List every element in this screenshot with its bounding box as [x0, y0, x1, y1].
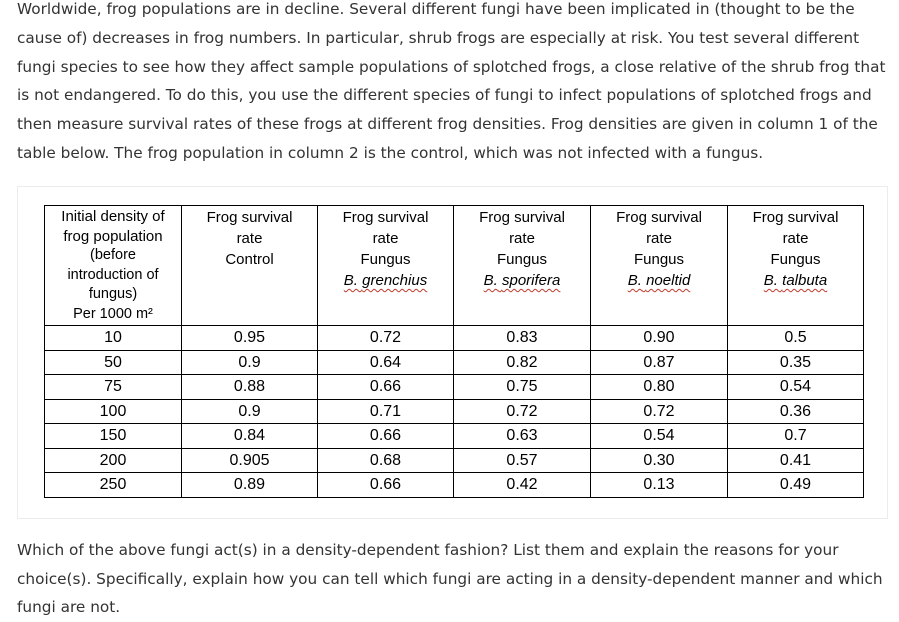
question-paragraph: Which of the above fungi act(s) in a density-dependent fashion? List them and explain the reasons for your choice(s). Specifically, explain how you can tell which fungi are acting in a density-dependent manner and which fungi are not. [17, 541, 883, 616]
table-cell: 75 [45, 375, 182, 400]
table-row [45, 399, 864, 424]
table-cell: 0.83 [454, 326, 591, 351]
table-cell: 250 [45, 473, 182, 498]
species-name: B. sporifera [483, 272, 561, 289]
table-cell: 100 [45, 399, 182, 424]
table-cell: 0.9 [182, 350, 318, 375]
table-cell: 150 [45, 424, 182, 449]
table-panel [17, 186, 888, 519]
header-fungus-talbuta: Frog survival rate Fungus B. talbuta [728, 206, 864, 326]
table-row [45, 375, 864, 400]
table-cell: 0.30 [591, 448, 728, 473]
table-cell: 0.54 [591, 424, 728, 449]
table-cell: 0.64 [318, 350, 454, 375]
table-cell: 0.72 [318, 326, 454, 351]
table-cell: 0.5 [728, 326, 864, 351]
table-cell: 0.84 [182, 424, 318, 449]
table-cell: 0.9 [182, 399, 318, 424]
header-initial-density: Initial density of frog population (before introduction of fungus) Per 1000 m² [45, 206, 182, 326]
table-cell: 0.88 [182, 375, 318, 400]
table-cell: 0.49 [728, 473, 864, 498]
table-cell: 10 [45, 326, 182, 351]
header-fungus-noeltid: Frog survival rate Fungus B. noeltid [591, 206, 728, 326]
table-header-row [45, 206, 864, 326]
table-cell: 0.7 [728, 424, 864, 449]
table-cell: 0.71 [318, 399, 454, 424]
header-fungus-sporifera: Frog survival rate Fungus B. sporifera [454, 206, 591, 326]
table-cell: 0.41 [728, 448, 864, 473]
table-cell: 0.87 [591, 350, 728, 375]
table-cell: 0.89 [182, 473, 318, 498]
table-cell: 0.95 [182, 326, 318, 351]
table-cell: 0.36 [728, 399, 864, 424]
table-cell: 0.905 [182, 448, 318, 473]
table-cell: 0.90 [591, 326, 728, 351]
species-name: B. noeltid [627, 272, 691, 289]
frog-survival-table [44, 205, 864, 498]
intro-paragraph: Worldwide, frog populations are in decline. Several different fungi have been implicated in (thought to be the cause of) decreases in frog numbers. In particular, shrub frogs are especially at risk. You test several different fungi species to see how they affect sample populations of splotched frogs, a close relative of the shrub frog that is not endangered. To do this, you use the different species of fungi to infect populations of splotched frogs and then measure survival rates of these frogs at different frog densities. Frog densities are given in column 1 of the table below. The frog population in column 2 is the control, which was not infected with a fungus. [17, 0, 886, 162]
table-cell: 0.72 [591, 399, 728, 424]
table-cell: 0.80 [591, 375, 728, 400]
table-cell: 0.54 [728, 375, 864, 400]
table-cell: 0.68 [318, 448, 454, 473]
table-row [45, 473, 864, 498]
table-cell: 0.66 [318, 473, 454, 498]
species-name: B. grenchius [343, 272, 428, 289]
table-cell: 0.35 [728, 350, 864, 375]
table-cell: 0.13 [591, 473, 728, 498]
header-fungus-grenchius: Frog survival rate Fungus B. grenchius [318, 206, 454, 326]
table-cell: 0.57 [454, 448, 591, 473]
table-cell: 0.66 [318, 424, 454, 449]
table-cell: 0.63 [454, 424, 591, 449]
table-cell: 0.66 [318, 375, 454, 400]
header-control: Frog survival rate Control [182, 206, 318, 326]
table-row [45, 350, 864, 375]
table-cell: 0.72 [454, 399, 591, 424]
table-row [45, 448, 864, 473]
table-cell: 0.82 [454, 350, 591, 375]
table-cell: 0.75 [454, 375, 591, 400]
species-name: B. talbuta [763, 272, 828, 289]
table-cell: 200 [45, 448, 182, 473]
table-cell: 50 [45, 350, 182, 375]
table-cell: 0.42 [454, 473, 591, 498]
table-row [45, 326, 864, 351]
table-row [45, 424, 864, 449]
